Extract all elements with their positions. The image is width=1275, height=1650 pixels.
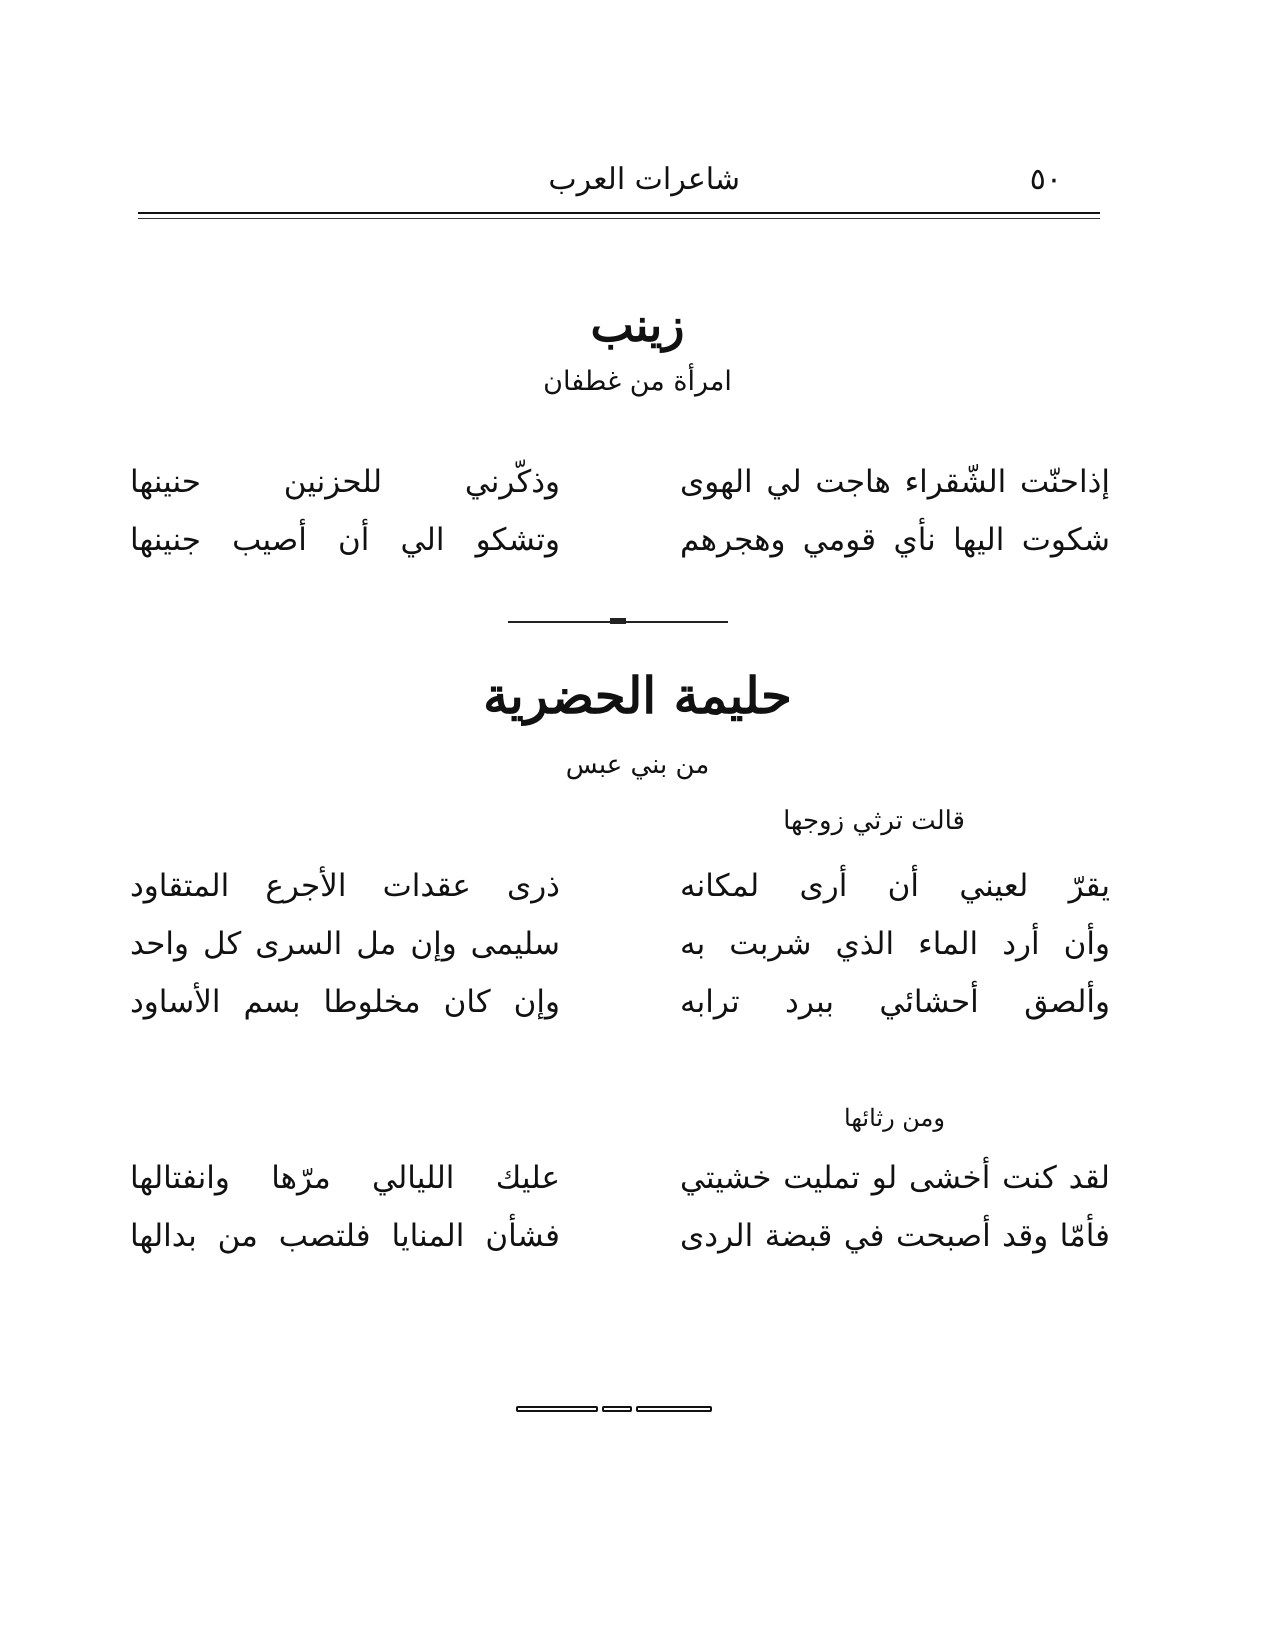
- end-ornament: [516, 1406, 712, 1422]
- verse-hemistich-first: يقرّ لعيني أن أرى لمكانه: [680, 868, 1110, 904]
- section-divider-mark: [610, 618, 626, 624]
- verse-hemistich-second: فشأن المنايا فلتصب من بدالها: [130, 1218, 560, 1254]
- verse-row: [130, 1150, 1110, 1206]
- verse-hemistich-first: وأن أرد الماء الذي شربت به: [680, 926, 1110, 962]
- verse-row: [130, 858, 1110, 914]
- poet-subtitle-zaynab: امرأة من غطفان: [543, 366, 732, 397]
- verse-hemistich-first: فأمّا وقد أصبحت في قبضة الردى: [680, 1218, 1110, 1254]
- verse-hemistich-second: سليمى وإن مل السرى كل واحد: [130, 926, 560, 962]
- verse-row: [130, 916, 1110, 972]
- verse-hemistich-second: وتشكو الي أن أصيب جنينها: [130, 522, 560, 558]
- ornament-segment: [602, 1406, 632, 1412]
- verse-row: [130, 512, 1110, 568]
- verse-hemistich-first: إذاحنّت الشّقراء هاجت لي الهوى: [680, 464, 1110, 500]
- verse-hemistich-first: شكوت اليها نأي قومي وهجرهم: [680, 522, 1110, 558]
- verse-row: [130, 1208, 1110, 1264]
- poet-subtitle-halima: من بني عبس: [565, 750, 710, 780]
- poet-name-zaynab: زينب: [590, 298, 685, 352]
- verse-row: [130, 454, 1110, 510]
- page-number: ٥٠: [1029, 162, 1062, 197]
- verse-hemistich-second: وإن كان مخلوطا بسم الأساود: [130, 984, 560, 1020]
- header-rule: [138, 212, 1100, 214]
- verse-hemistich-second: وذكّرني للحزنين حنينها: [130, 464, 560, 500]
- ornament-segment: [516, 1406, 598, 1412]
- header-rule-thin: [138, 218, 1100, 219]
- poet-name-halima: حليمة الحضرية: [483, 666, 792, 725]
- running-header-title: شاعرات العرب: [548, 162, 740, 197]
- verse-hemistich-first: وألصق أحشائي ببرد ترابه: [680, 984, 1110, 1020]
- verse-row: [130, 974, 1110, 1030]
- ornament-segment: [636, 1406, 712, 1412]
- verse-hemistich-second: ذرى عقدات الأجرع المتقاود: [130, 868, 560, 904]
- verse-hemistich-second: عليك الليالي مرّها وانفتالها: [130, 1160, 560, 1196]
- verse-hemistich-first: لقد كنت أخشى لو تمليت خشيتي: [680, 1160, 1110, 1196]
- verse-intro: قالت ترثي زوجها: [783, 806, 965, 836]
- running-header: [138, 162, 1100, 210]
- verse-intro: ومن رثائها: [844, 1104, 945, 1132]
